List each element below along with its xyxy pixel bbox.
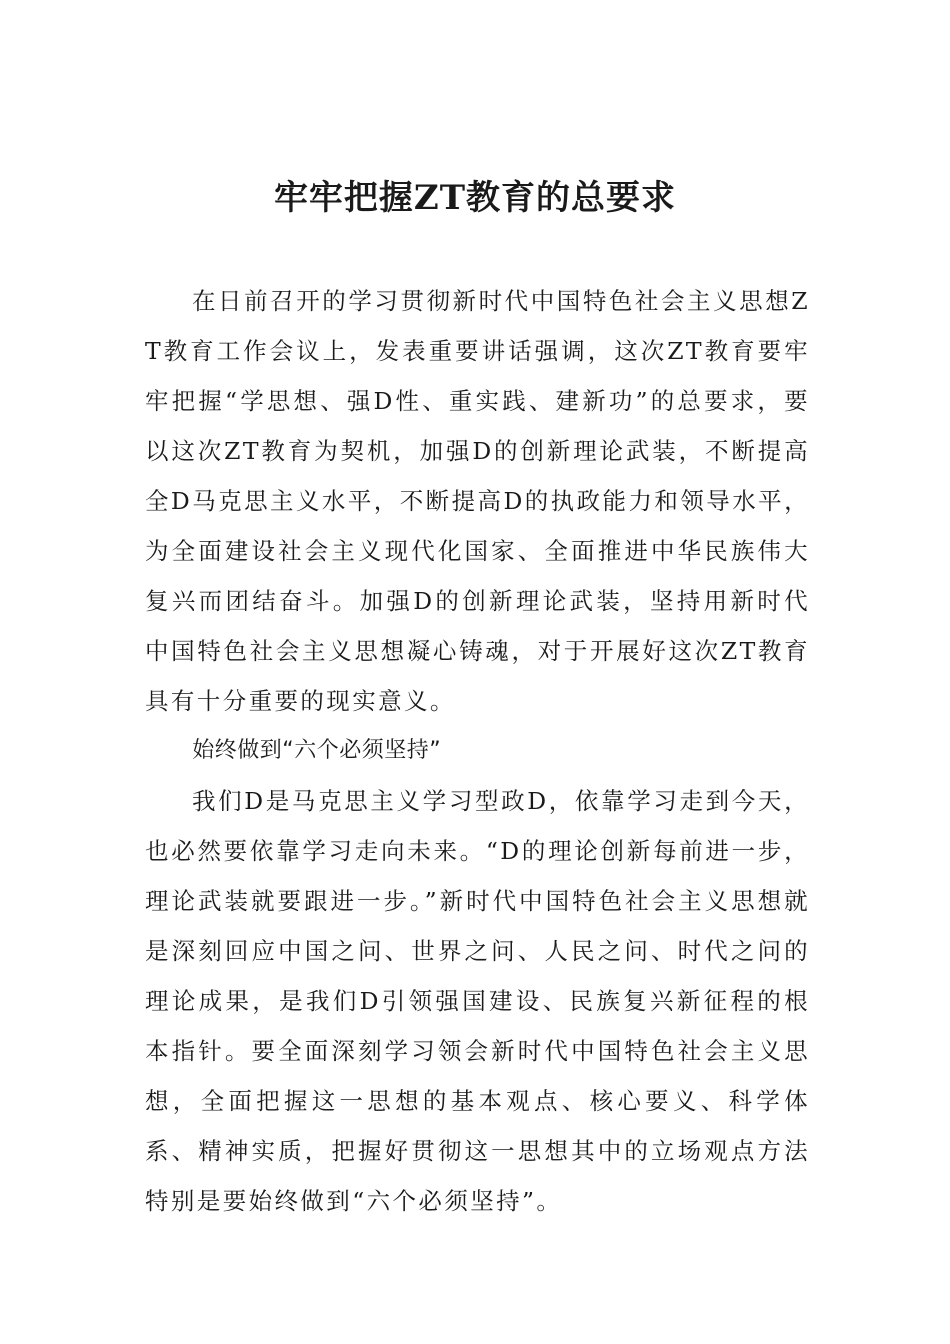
paragraph-intro: 在日前召开的学习贯彻新时代中国特色社会主义思想ZT教育工作会议上，发表重要讲话强调，这次ZT教育要牢牢把握“学思想、强D性、重实践、建新功”的总要求，要以这次ZT教育为契机，加强D的创新理论武装，不断提高全D马克思主义水平，不断提高D的执政能力和领导水平，为全面建设社会主义现代化国家、全面推进中华民族伟大复兴而团结奋斗。加强D的创新理论武装，坚持用新时代中国特色社会主义思想凝心铸魂，对于开展好这次ZT教育具有十分重要的现实意义。	[145, 287, 810, 715]
section-heading: 始终做到“六个必须坚持”	[192, 738, 442, 763]
document-title: 牢牢把握ZT教育的总要求	[273, 178, 677, 218]
document-body	[145, 276, 810, 1226]
paragraph-section-1: 我们D是马克思主义学习型政D，依靠学习走到今天，也必然要依靠学习走向未来。“D的理论创新每前进一步，理论武装就要跟进一步。”新时代中国特色社会主义思想就是深刻回应中国之问、世界之问、人民之问、时代之问的理论成果，是我们D引领强国建设、民族复兴新征程的根本指针。要全面深刻学习领会新时代中国特色社会主义思想，全面把握这一思想的基本观点、核心要义、科学体系、精神实质，把握好贯彻这一思想其中的立场观点方法特别是要始终做到“六个必须坚持”。	[145, 787, 810, 1215]
